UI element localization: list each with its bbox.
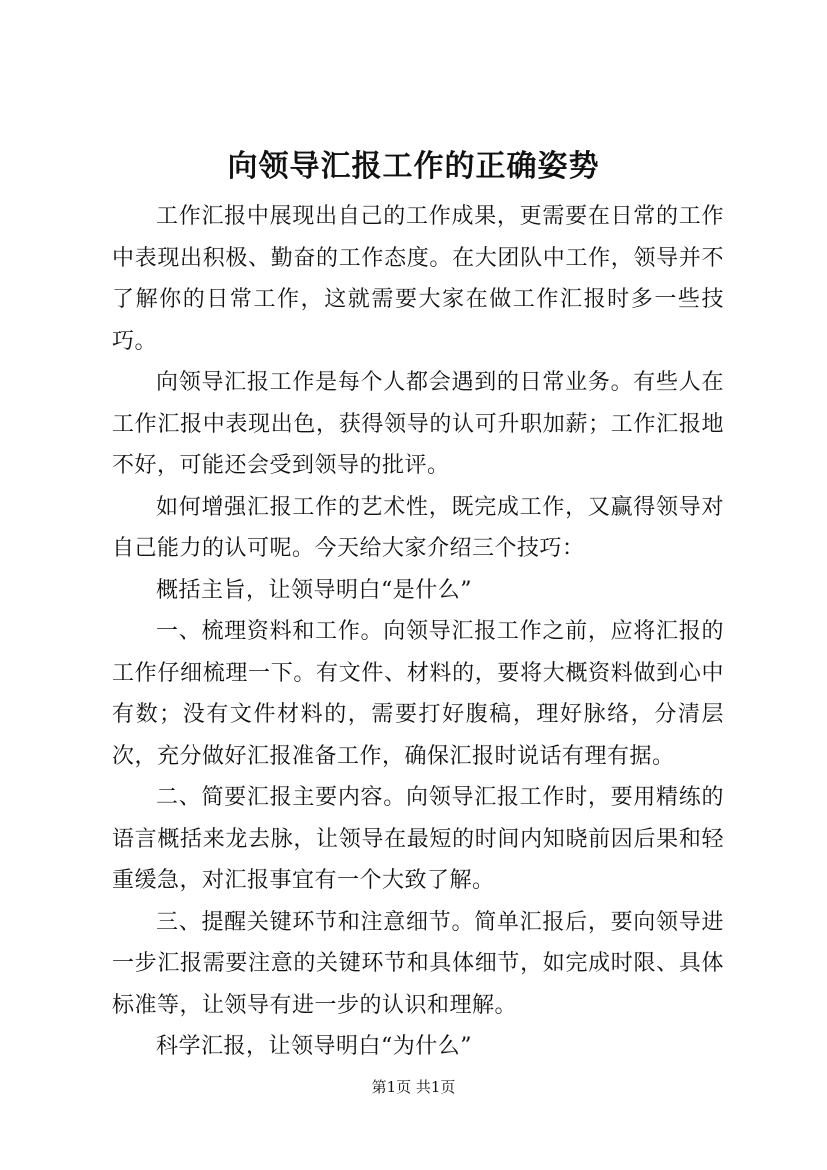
paragraph-step-3: 三、提醒关键环节和注意细节。简单汇报后，要向领导进一步汇报需要注意的关键环节和具体细节，如完成时限、具体标准等，让领导有进一步的认识和理解。: [112, 909, 724, 1018]
page-number-footer: 第1页 共1页: [371, 1078, 456, 1096]
paragraph-1: 工作汇报中展现出自己的工作成果，更需要在日常的工作中表现出积极、勤奋的工作态度。在大团队中工作，领导并不了解你的日常工作，这就需要大家在做工作汇报时多一些技巧。: [112, 204, 724, 354]
paragraph-2: 向领导汇报工作是每个人都会遇到的日常业务。有些人在工作汇报中表现出色，获得领导的认可升职加薪；工作汇报地不好，可能还会受到领导的批评。: [112, 370, 724, 478]
paragraph-step-1: 一、梳理资料和工作。向领导汇报工作之前，应将汇报的工作仔细梳理一下。有文件、材料的，要将大概资料做到心中有数；没有文件材料的，需要打好腹稿，理好脉络，分清层次，充分做好汇报准备工作，确保汇报时说话有理有据。: [112, 619, 724, 769]
section-heading-what: 概括主旨，让领导明白“是什么”: [156, 577, 472, 603]
paragraph-step-2: 二、简要汇报主要内容。向领导汇报工作时，要用精练的语言概括来龙去脉，让领导在最短的时间内知晓前因后果和轻重缓急，对汇报事宜有一个大致了解。: [112, 785, 724, 893]
section-heading-why: 科学汇报，让领导明白“为什么”: [156, 1034, 472, 1059]
document-body: [112, 196, 724, 1068]
paragraph-3: 如何增强汇报工作的艺术性，既完成工作，又赢得领导对自己能力的认可呢。今天给大家介绍三个技巧：: [112, 494, 724, 561]
document-title: 向领导汇报工作的正确姿势: [227, 149, 600, 184]
